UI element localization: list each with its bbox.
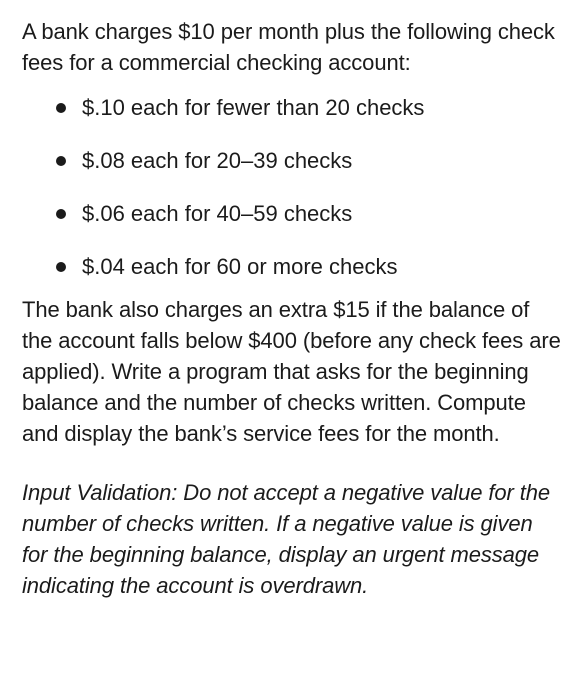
body-paragraph: The bank also charges an extra $15 if the balance of the account falls below $400 (before any check fees are applied). Write a program that asks for the beginning balance and the number of checks written. Compute and display the bank’s service fees for the month. — [22, 297, 561, 446]
fee-list — [22, 92, 564, 282]
input-validation-paragraph: Input Validation: Do not accept a negative value for the number of checks written. If a negative value is given for the beginning balance, display an urgent message indicating the account is overdrawn. — [22, 480, 551, 598]
fee-text: $.06 each for 40–59 checks — [82, 201, 353, 226]
fee-text: $.08 each for 20–39 checks — [82, 148, 353, 173]
bullet-icon — [56, 103, 66, 113]
bullet-icon — [56, 156, 66, 166]
fee-text: $.10 each for fewer than 20 checks — [82, 95, 425, 120]
fee-list-item — [22, 251, 564, 282]
fee-list-item — [22, 92, 564, 123]
intro-paragraph: A bank charges $10 per month plus the following check fees for a commercial checking account: — [22, 19, 555, 75]
bullet-icon — [56, 209, 66, 219]
fee-list-item — [22, 198, 564, 229]
bullet-icon — [56, 262, 66, 272]
fee-list-item — [22, 145, 564, 176]
fee-text: $.04 each for 60 or more checks — [82, 254, 398, 279]
